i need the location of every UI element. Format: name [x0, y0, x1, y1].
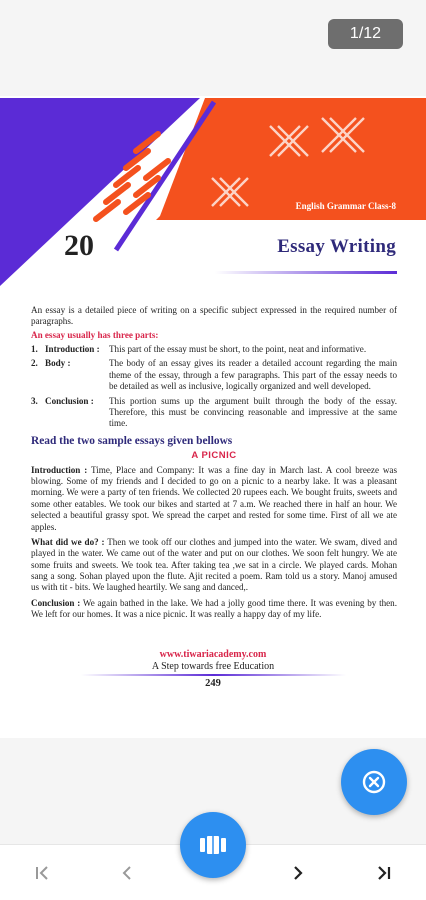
footer-rule: [81, 674, 346, 676]
first-page-icon: [33, 863, 53, 883]
essay-part: [31, 344, 397, 355]
intro-paragraph: An essay is a detailed piece of writing on a specific subject expressed in the required number of paragraphs.: [31, 305, 397, 327]
paragraph-label: Conclusion :: [31, 597, 81, 608]
chevron-left-icon: [117, 863, 137, 883]
essay-paragraph: [31, 598, 397, 621]
chapter-number: 20: [64, 229, 94, 262]
close-circle-icon: [361, 769, 387, 795]
part-number: 2.: [31, 358, 38, 369]
chapter-title: Essay Writing: [277, 236, 396, 257]
page-content: [31, 305, 397, 624]
page-footer: [0, 649, 426, 689]
paragraph-label: What did we do? :: [31, 536, 105, 547]
paragraph-text: Then we took off our clothes and jumped into the water. We swam, dived and played in the water. We came out of the water and put on our clothes. We soon felt hungry. We ate some fruits and sweets. We took tea. After taking tea ,we sat in a circle. We played cards. Mohan sang a song. Sohan played upon the flute. Ajit recited a poem. Ram told us a story. Manoj amused us with tit - bits. We laughed heartily. We sang and danced,.: [31, 536, 397, 593]
footer-site: www.tiwariacademy.com: [159, 649, 267, 660]
part-text: The body of an essay gives its reader a detailed account regarding the main theme of the essay, through a few paragraphs. This part of the essay needs to be detailed as well as inclusive, logically organized and well developed.: [109, 358, 397, 392]
last-page-button[interactable]: [370, 861, 396, 885]
part-text: This part of the essay must be short, to the point, neat and informative.: [109, 344, 367, 355]
close-button[interactable]: [341, 749, 407, 815]
previous-page-button[interactable]: [114, 861, 140, 885]
book-open-icon: [199, 834, 227, 856]
part-name: Introduction :: [45, 344, 100, 355]
essay-paragraph: [31, 537, 397, 594]
part-number: 3.: [31, 395, 38, 406]
part-number: 1.: [31, 344, 38, 355]
footer-tagline: A Step towards free Education: [151, 661, 275, 672]
paragraph-text: We again bathed in the lake. We had a jolly good time there. It was evening by then. We left for our homes. It was a nice picnic. It was really a happy day of my life.: [31, 597, 397, 620]
part-name: Conclusion :: [45, 395, 94, 406]
part-text: This portion sums up the argument built through the body of the essay. Therefore, this must be convincing reasonable and impressive at the same time.: [109, 395, 397, 429]
sample-heading: Read the two sample essays given bellows: [31, 434, 233, 447]
document-page[interactable]: [0, 96, 426, 738]
part-name: Body :: [45, 358, 71, 369]
essay-paragraph: [31, 465, 397, 533]
first-page-button[interactable]: [30, 861, 56, 885]
parts-heading: An essay usually has three parts:: [31, 329, 159, 340]
paragraph-label: Introduction :: [31, 464, 88, 475]
essay-title: A PICNIC: [191, 449, 237, 461]
paragraph-text: Time, Place and Company: It was a fine day in March last. A cool breeze was blowing. Some of my friends and I decided to go on a picnic to a nearby lake. It was a pleasant morning. We were a party of ten friends. We collected 20 rupees each. We bought fruits, sweets and some other eatables. We took our bikes and started at 7 a.m. We reached there in half an hour. We selected a beautiful grassy spot. We spread the carpet and rested for some time. First of all we ate apples.: [31, 464, 398, 532]
next-page-button[interactable]: [285, 861, 311, 885]
chevron-right-icon: [288, 863, 308, 883]
essay-part: [31, 358, 397, 392]
book-mode-button[interactable]: [180, 812, 246, 878]
subject-label: English Grammar Class-8: [295, 201, 396, 211]
last-page-icon: [373, 863, 393, 883]
title-underline: [215, 271, 397, 274]
essay-part: [31, 396, 397, 430]
page-counter: 1/12: [328, 19, 403, 49]
page-number: 249: [205, 678, 221, 689]
